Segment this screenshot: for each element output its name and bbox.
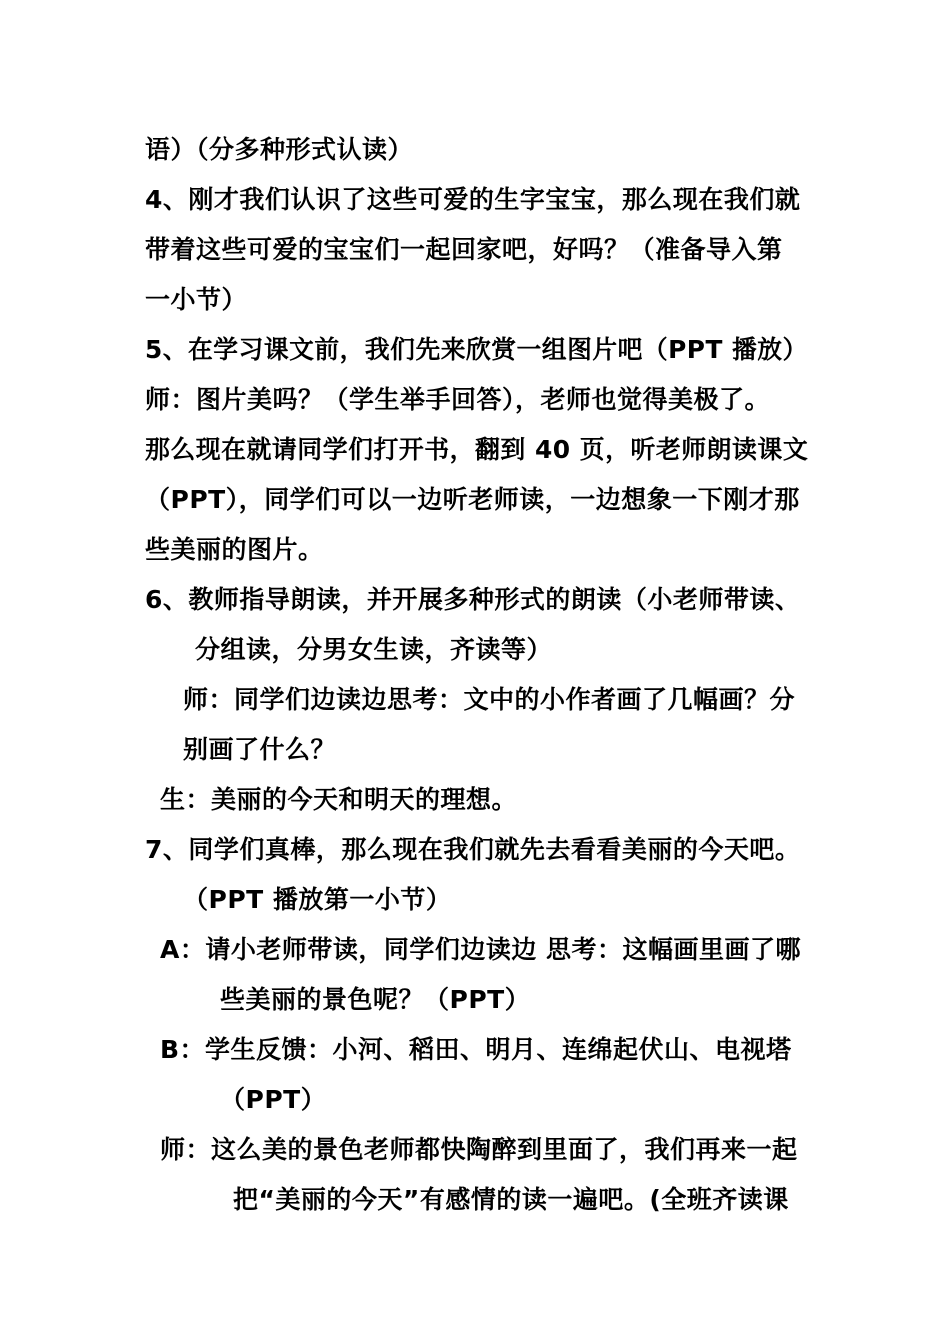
text-line: 7、同学们真棒，那么现在我们就先去看看美丽的今天吧。 <box>145 835 801 864</box>
text-line: 语）（分多种形式认读） <box>145 135 414 164</box>
text-line: 5、在学习课文前，我们先来欣赏一组图片吧（PPT 播放） <box>145 335 808 364</box>
text-line: A：请小老师带读，同学们边读边 思考：这幅画里画了哪 <box>160 935 802 964</box>
text-line: 些美丽的景色呢？（PPT） <box>220 985 531 1014</box>
text-line: 师：这么美的景色老师都快陶醉到里面了，我们再来一起 <box>160 1135 798 1164</box>
text-line: 师：图片美吗？（学生举手回答），老师也觉得美极了。 <box>145 385 771 414</box>
text-line: （PPT），同学们可以一边听老师读，一边想象一下刚才那 <box>145 485 800 514</box>
text-line: 生：美丽的今天和明天的理想。 <box>160 785 518 814</box>
text-line: 带着这些可爱的宝宝们一起回家吧，好吗？（准备导入第 <box>145 235 783 264</box>
text-line: 一小节） <box>145 285 248 314</box>
text-line: 师：同学们边读边思考：文中的小作者画了几幅画？分 <box>183 685 796 714</box>
text-line: 把“美丽的今天”有感情的读一遍吧。(全班齐读课 <box>233 1185 789 1214</box>
text-line: 分组读，分男女生读，齐读等） <box>195 635 553 664</box>
text-line: 些美丽的图片。 <box>145 535 324 564</box>
text-line: 那么现在就请同学们打开书，翻到 40 页，听老师朗读课文 <box>145 435 809 464</box>
text-line: 别画了什么？ <box>183 735 337 764</box>
text-line: （PPT 播放第一小节） <box>183 885 452 914</box>
text-line: （PPT） <box>220 1085 327 1114</box>
text-line: 4、刚才我们认识了这些可爱的生字宝宝，那么现在我们就 <box>145 185 801 214</box>
text-line: 6、教师指导朗读，并开展多种形式的朗读（小老师带读、 <box>145 585 801 614</box>
text-line: B：学生反馈：小河、稻田、明月、连绵起伏山、电视塔 <box>160 1035 792 1064</box>
